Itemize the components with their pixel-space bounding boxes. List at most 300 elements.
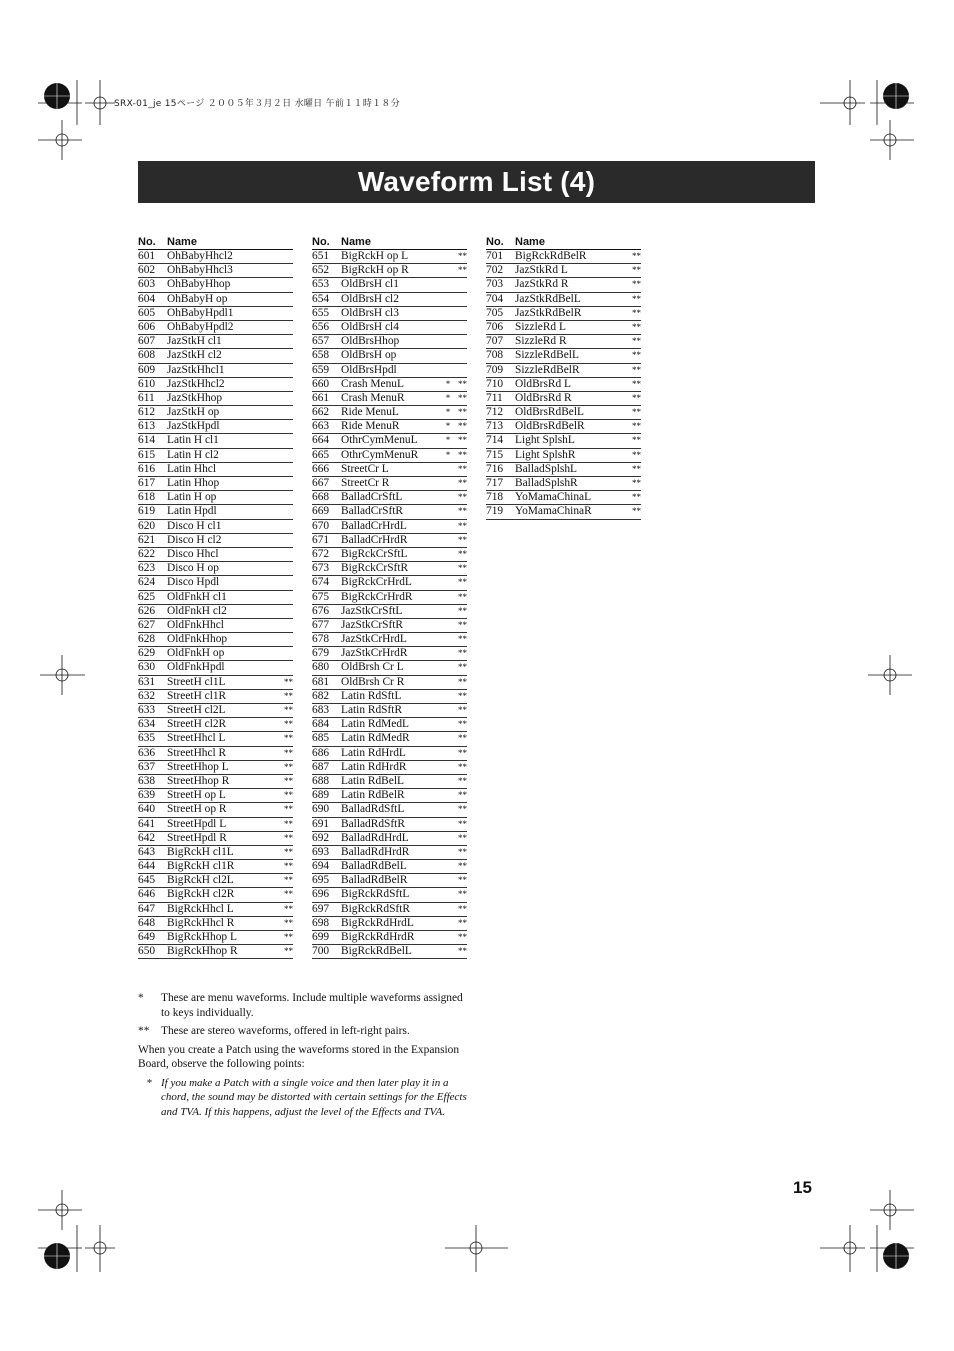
print-info-line: SRX-01_je 15ページ ２００５年３月２日 水曜日 午前１１時１８分 <box>114 99 401 109</box>
table-row <box>138 803 293 817</box>
menu-mark <box>269 605 279 618</box>
row-number: 698 <box>312 916 330 929</box>
row-number: 647 <box>138 902 156 915</box>
row-number: 681 <box>312 675 330 688</box>
table-row <box>138 434 293 448</box>
row-name: BigRckH op R <box>341 264 409 277</box>
table-row <box>312 832 467 846</box>
menu-mark <box>617 335 627 348</box>
row-number: 674 <box>312 576 330 589</box>
row-name: Disco H cl2 <box>167 533 222 546</box>
row-name: OldBrsHhop <box>341 335 400 348</box>
menu-mark <box>443 335 453 348</box>
row-name: OldBrsh Cr L <box>341 661 404 674</box>
row-number: 699 <box>312 931 330 943</box>
table-row <box>312 903 467 917</box>
stereo-mark <box>279 264 293 277</box>
table-row <box>138 349 293 363</box>
stereo-mark <box>279 534 293 547</box>
table-row <box>138 605 293 619</box>
stereo-mark: ** <box>458 605 467 616</box>
stereo-mark: ** <box>458 917 467 928</box>
table-row <box>138 903 293 917</box>
row-number: 677 <box>312 618 330 631</box>
row-name: JazStkCrSftL <box>341 604 403 617</box>
stereo-mark <box>279 562 293 575</box>
stereo-mark <box>279 619 293 632</box>
menu-mark <box>269 661 279 674</box>
row-number: 715 <box>486 448 504 461</box>
table-row <box>312 505 467 519</box>
row-name: BalladRdBelR <box>341 874 408 887</box>
row-number: 603 <box>138 278 156 291</box>
table-row <box>138 293 293 307</box>
stereo-mark: ** <box>284 733 293 744</box>
row-number: 690 <box>312 803 330 816</box>
table-header <box>312 231 467 250</box>
stereo-mark: ** <box>458 932 467 942</box>
row-name: BigRckCrHrdL <box>341 576 412 589</box>
menu-mark <box>443 605 453 618</box>
stereo-mark <box>279 364 293 377</box>
row-name: Latin RdMedR <box>341 732 410 745</box>
menu-mark <box>443 860 453 873</box>
row-name: OldBrsH cl3 <box>341 306 399 319</box>
row-name: BigRckH op L <box>341 250 409 262</box>
table-row <box>312 406 467 420</box>
stereo-mark: ** <box>632 392 641 403</box>
table-row <box>138 888 293 902</box>
menu-mark <box>269 378 279 391</box>
row-number: 611 <box>138 391 155 404</box>
row-number: 694 <box>312 860 330 873</box>
table-row <box>138 520 293 534</box>
row-number: 614 <box>138 434 156 447</box>
stereo-mark: ** <box>284 790 293 801</box>
stereo-mark: ** <box>284 946 293 957</box>
stereo-mark: ** <box>632 421 641 432</box>
table-row <box>486 505 641 519</box>
table-row <box>138 647 293 661</box>
menu-mark <box>443 931 453 944</box>
menu-mark <box>269 647 279 660</box>
row-number: 701 <box>486 250 504 262</box>
stereo-mark: ** <box>284 818 293 829</box>
row-number: 642 <box>138 831 156 844</box>
row-name: BigRckRdBelR <box>515 250 587 262</box>
table-row <box>486 378 641 392</box>
row-number: 660 <box>312 377 330 390</box>
row-name: Latin Hhcl <box>167 462 217 475</box>
menu-mark <box>443 789 453 802</box>
table-row <box>138 477 293 491</box>
table-row <box>312 931 467 945</box>
menu-mark <box>269 576 279 589</box>
row-number: 654 <box>312 292 330 305</box>
row-name: OldFnkH cl2 <box>167 604 227 617</box>
stereo-mark: ** <box>632 478 641 488</box>
table-row <box>312 874 467 888</box>
menu-mark <box>617 278 627 291</box>
menu-mark <box>443 647 453 660</box>
row-name: BigRckH cl1L <box>167 845 234 858</box>
stereo-mark: ** <box>632 364 641 375</box>
row-number: 636 <box>138 746 156 759</box>
menu-mark: * <box>445 435 451 446</box>
table-row <box>138 846 293 860</box>
table-row <box>312 349 467 363</box>
menu-mark <box>617 321 627 334</box>
row-number: 664 <box>312 434 330 447</box>
row-name: YoMamaChinaR <box>515 505 592 518</box>
table-row <box>312 264 467 278</box>
stereo-mark <box>279 647 293 660</box>
row-number: 645 <box>138 874 156 887</box>
stereo-mark <box>279 378 293 391</box>
title-bar <box>138 161 815 203</box>
stereo-mark: ** <box>458 676 467 687</box>
row-number: 633 <box>138 704 156 716</box>
table-row <box>312 704 467 718</box>
table-row <box>312 562 467 576</box>
stereo-mark: ** <box>284 761 293 772</box>
row-name: OldFnkH cl1 <box>167 590 227 603</box>
row-name: OldBrsh Cr R <box>341 675 405 688</box>
row-number: 662 <box>312 406 330 419</box>
menu-mark <box>443 548 453 561</box>
table-row <box>312 775 467 789</box>
menu-mark <box>269 562 279 575</box>
table-row <box>486 491 641 505</box>
row-number: 609 <box>138 363 156 376</box>
row-number: 638 <box>138 774 156 787</box>
stereo-mark: ** <box>284 889 293 900</box>
row-number: 659 <box>312 363 330 376</box>
row-number: 631 <box>138 675 156 688</box>
notes-section <box>138 991 468 1119</box>
row-name: Latin RdSftR <box>341 704 403 716</box>
header-name: Name <box>167 236 197 248</box>
menu-mark <box>269 789 279 802</box>
menu-mark <box>443 690 453 703</box>
caution-note <box>138 1076 468 1120</box>
table-row <box>312 846 467 860</box>
table-row <box>138 661 293 675</box>
row-number: 710 <box>486 377 504 390</box>
stereo-mark: ** <box>458 378 467 389</box>
row-number: 623 <box>138 562 156 575</box>
row-number: 622 <box>138 547 156 560</box>
row-number: 616 <box>138 462 156 475</box>
row-number: 634 <box>138 718 156 731</box>
menu-mark <box>443 676 453 689</box>
table-row <box>312 761 467 775</box>
table-row <box>312 803 467 817</box>
stereo-mark: ** <box>458 435 467 446</box>
menu-mark <box>269 449 279 462</box>
stereo-mark: ** <box>632 307 641 318</box>
row-name: JazStkRdBelR <box>515 306 582 319</box>
stereo-mark: ** <box>632 407 641 418</box>
menu-mark <box>443 534 453 547</box>
row-name: Latin RdHrdR <box>341 760 407 773</box>
menu-mark <box>443 661 453 674</box>
menu-mark <box>443 619 453 632</box>
row-number: 643 <box>138 845 156 858</box>
table-row <box>138 449 293 463</box>
row-name: Latin H cl2 <box>167 448 219 461</box>
menu-mark <box>269 903 279 916</box>
menu-mark <box>617 434 627 447</box>
stereo-mark: ** <box>632 336 641 347</box>
table-row <box>138 633 293 647</box>
stereo-mark <box>279 392 293 405</box>
table-row <box>312 392 467 406</box>
table-row <box>486 477 641 491</box>
table-row <box>486 449 641 463</box>
stereo-mark <box>453 321 467 334</box>
table-row <box>138 463 293 477</box>
stereo-mark: ** <box>284 804 293 815</box>
table-row <box>486 406 641 420</box>
stereo-mark <box>453 278 467 291</box>
row-name: BalladRdHrdR <box>341 845 410 858</box>
table-row <box>312 945 467 959</box>
note-menu-waveforms <box>138 991 468 1020</box>
row-number: 656 <box>312 320 330 333</box>
row-number: 625 <box>138 590 156 603</box>
stereo-mark: ** <box>458 251 467 261</box>
row-name: BigRckHhop R <box>167 945 238 958</box>
row-name: JazStkCrHrdL <box>341 633 407 646</box>
row-number: 655 <box>312 306 330 319</box>
menu-mark <box>269 803 279 816</box>
menu-mark <box>443 747 453 760</box>
row-name: OhBabyHpdl1 <box>167 306 234 319</box>
menu-mark: * <box>445 378 451 389</box>
row-number: 713 <box>486 420 504 433</box>
menu-mark <box>443 477 453 490</box>
menu-mark <box>269 846 279 859</box>
table-row <box>138 278 293 292</box>
menu-mark <box>443 917 453 930</box>
menu-mark <box>617 264 627 277</box>
row-number: 667 <box>312 477 330 489</box>
stereo-mark: ** <box>284 690 293 701</box>
table-row <box>138 860 293 874</box>
table-row <box>138 917 293 931</box>
row-number: 657 <box>312 335 330 348</box>
row-name: OldBrsHpdl <box>341 363 397 376</box>
row-name: OldBrsH cl1 <box>341 278 399 291</box>
table-row <box>312 860 467 874</box>
note-stereo-waveforms <box>138 1024 468 1039</box>
row-name: StreetH op R <box>167 803 227 816</box>
row-name: OldFnkHhcl <box>167 618 224 631</box>
row-name: StreetH cl1R <box>167 689 227 702</box>
row-name: SizzleRd L <box>515 320 566 333</box>
row-number: 707 <box>486 335 504 348</box>
stereo-mark: ** <box>632 293 641 304</box>
stereo-mark <box>279 293 293 306</box>
menu-mark <box>443 874 453 887</box>
row-name: JazStkCrHrdR <box>341 647 408 660</box>
stereo-mark: ** <box>458 421 467 432</box>
stereo-mark: ** <box>458 946 467 957</box>
row-name: OldFnkH op <box>167 647 225 660</box>
menu-mark <box>443 250 453 263</box>
row-number: 697 <box>312 902 330 915</box>
table-row <box>138 690 293 704</box>
stereo-mark <box>279 250 293 263</box>
menu-mark <box>443 903 453 916</box>
table-row <box>312 321 467 335</box>
menu-mark <box>443 945 453 958</box>
row-name: JazStkHhop <box>167 391 223 404</box>
stereo-mark: ** <box>458 577 467 588</box>
menu-mark <box>443 293 453 306</box>
stereo-mark <box>279 591 293 604</box>
menu-mark <box>617 392 627 405</box>
menu-mark <box>443 562 453 575</box>
row-number: 639 <box>138 789 156 802</box>
menu-mark <box>269 434 279 447</box>
table-row <box>138 406 293 420</box>
menu-mark <box>617 477 627 490</box>
table-row <box>138 818 293 832</box>
menu-mark <box>443 718 453 731</box>
table-row <box>312 534 467 548</box>
stereo-mark: ** <box>458 648 467 659</box>
menu-mark <box>443 732 453 745</box>
table-row <box>138 307 293 321</box>
row-name: StreetH cl2R <box>167 718 227 731</box>
stereo-mark <box>279 548 293 561</box>
table-row <box>312 548 467 562</box>
row-number: 632 <box>138 689 156 702</box>
row-number: 624 <box>138 576 156 589</box>
menu-mark <box>617 293 627 306</box>
row-name: BigRckRdSftL <box>341 888 410 901</box>
row-number: 719 <box>486 505 504 518</box>
stereo-mark <box>453 335 467 348</box>
table-row <box>312 676 467 690</box>
stereo-mark: ** <box>458 449 467 460</box>
stereo-mark: ** <box>284 917 293 928</box>
stereo-mark <box>453 293 467 306</box>
row-number: 679 <box>312 647 330 660</box>
row-name: Latin H op <box>167 491 217 504</box>
stereo-mark: ** <box>458 619 467 630</box>
stereo-mark: ** <box>458 903 467 914</box>
row-number: 675 <box>312 590 330 603</box>
stereo-mark: ** <box>632 449 641 460</box>
row-name: JazStkRdBelL <box>515 292 581 305</box>
row-number: 687 <box>312 760 330 773</box>
stereo-mark: ** <box>284 676 293 687</box>
menu-mark <box>269 761 279 774</box>
stereo-mark <box>279 605 293 618</box>
row-name: JazStkH cl2 <box>167 349 222 362</box>
menu-mark <box>617 420 627 433</box>
table-row <box>486 307 641 321</box>
row-number: 711 <box>486 391 503 404</box>
table-row <box>312 718 467 732</box>
stereo-mark <box>279 434 293 447</box>
table-row <box>138 832 293 846</box>
menu-mark <box>269 520 279 533</box>
row-name: StreetHhcl R <box>167 746 227 759</box>
table-row <box>138 562 293 576</box>
row-number: 678 <box>312 633 330 646</box>
menu-mark <box>269 917 279 930</box>
row-number: 663 <box>312 420 330 433</box>
header-no: No. <box>138 236 156 248</box>
stereo-mark: ** <box>284 875 293 886</box>
stereo-mark: ** <box>458 861 467 872</box>
row-number: 649 <box>138 931 156 943</box>
stereo-mark: ** <box>458 520 467 531</box>
menu-mark <box>269 392 279 405</box>
table-row <box>138 548 293 562</box>
table-row <box>138 364 293 378</box>
menu-mark <box>269 945 279 958</box>
stereo-mark: ** <box>458 392 467 403</box>
menu-mark <box>443 803 453 816</box>
stereo-mark: ** <box>458 733 467 744</box>
header-no: No. <box>312 236 330 248</box>
row-name: Disco Hhcl <box>167 547 219 560</box>
table-row <box>312 605 467 619</box>
menu-mark <box>269 818 279 831</box>
row-number: 704 <box>486 292 504 305</box>
row-number: 700 <box>312 945 330 958</box>
menu-mark <box>443 463 453 476</box>
row-name: JazStkRd L <box>515 264 568 277</box>
row-name: SizzleRd R <box>515 335 567 348</box>
table-row <box>312 633 467 647</box>
table-row <box>312 434 467 448</box>
stereo-mark: ** <box>632 279 641 290</box>
row-name: OldBrsH cl2 <box>341 292 399 305</box>
row-name: Crash MenuR <box>341 391 405 404</box>
stereo-mark: ** <box>284 747 293 758</box>
row-name: Disco H cl1 <box>167 519 222 532</box>
stereo-mark <box>279 576 293 589</box>
stereo-mark: ** <box>458 463 467 474</box>
row-number: 672 <box>312 547 330 560</box>
menu-mark <box>617 349 627 362</box>
row-number: 653 <box>312 278 330 291</box>
row-number: 702 <box>486 264 504 277</box>
row-number: 650 <box>138 945 156 958</box>
row-name: BalladRdSftL <box>341 803 405 816</box>
row-name: BigRckH cl2L <box>167 874 234 887</box>
menu-mark <box>443 278 453 291</box>
row-number: 606 <box>138 320 156 333</box>
row-number: 671 <box>312 533 330 546</box>
row-name: JazStkHhcl2 <box>167 377 225 390</box>
menu-mark <box>269 349 279 362</box>
row-name: BigRckCrHrdR <box>341 590 413 603</box>
table-row <box>138 732 293 746</box>
stereo-mark: ** <box>284 832 293 843</box>
menu-mark <box>617 406 627 419</box>
table-row <box>138 250 293 264</box>
row-number: 716 <box>486 462 504 475</box>
table-row <box>138 775 293 789</box>
menu-mark <box>269 534 279 547</box>
